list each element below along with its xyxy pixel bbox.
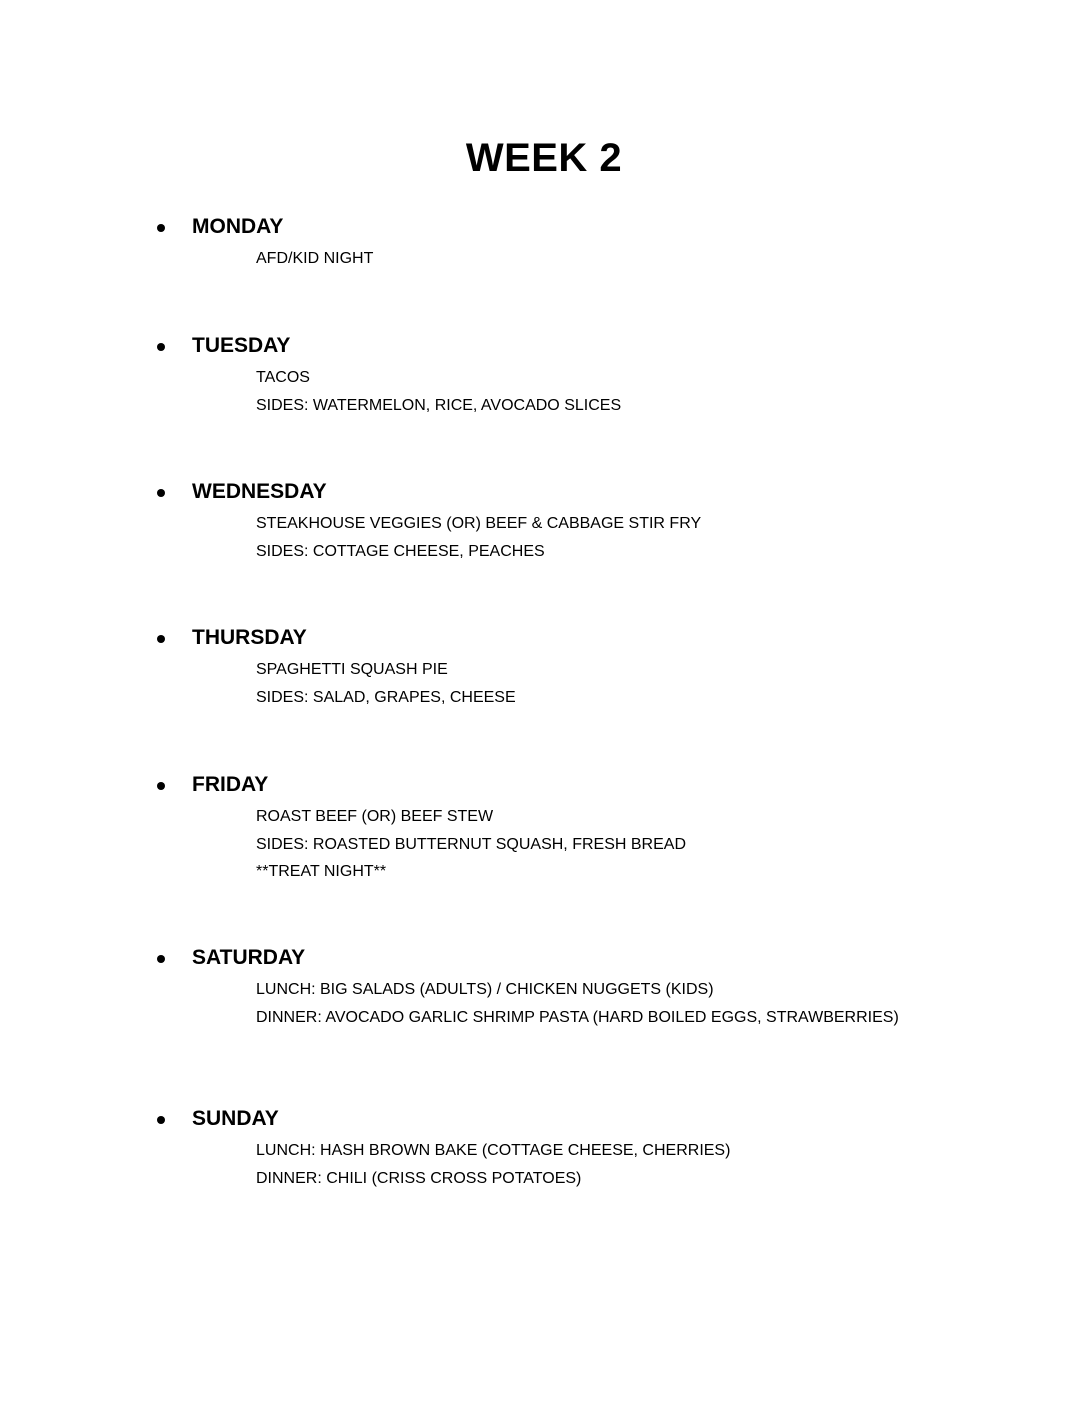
lunch-line: LUNCH: HASH BROWN BAKE (COTTAGE CHEESE, CHERRIES) bbox=[256, 1142, 731, 1159]
bullet-icon bbox=[157, 635, 165, 643]
sides-line: SIDES: WATERMELON, RICE, AVOCADO SLICES bbox=[256, 396, 622, 414]
meal-line: TACOS bbox=[256, 369, 310, 386]
meal-line: STEAKHOUSE VEGGIES (OR) BEEF & CABBAGE STIR FRY bbox=[256, 515, 702, 532]
day-heading: WEDNESDAY bbox=[192, 480, 327, 503]
bullet-icon bbox=[157, 224, 165, 232]
sides-line: SIDES: SALAD, GRAPES, CHEESE bbox=[256, 688, 516, 706]
meal-list bbox=[256, 364, 621, 419]
sides-line: SIDES: ROASTED BUTTERNUT SQUASH, FRESH BREAD bbox=[256, 835, 686, 853]
meal-list bbox=[256, 656, 516, 711]
day-heading: FRIDAY bbox=[192, 773, 269, 796]
meal-list bbox=[256, 245, 373, 273]
lunch-line: LUNCH: BIG SALADS (ADULTS) / CHICKEN NUGGETS (KIDS) bbox=[256, 981, 714, 998]
meal-list bbox=[256, 976, 899, 1031]
meal-line: SPAGHETTI SQUASH PIE bbox=[256, 661, 448, 678]
meal-list bbox=[256, 803, 686, 886]
bullet-icon bbox=[157, 489, 165, 497]
day-heading: TUESDAY bbox=[192, 334, 291, 357]
day-heading: MONDAY bbox=[192, 215, 284, 238]
bullet-icon bbox=[157, 343, 165, 351]
note-line: **TREAT NIGHT** bbox=[256, 863, 387, 880]
meal-list bbox=[256, 510, 701, 565]
day-heading: SUNDAY bbox=[192, 1107, 279, 1130]
page-title: WEEK 2 bbox=[465, 136, 623, 180]
dinner-line: DINNER: CHILI (CRISS CROSS POTATOES) bbox=[256, 1169, 582, 1187]
day-heading: THURSDAY bbox=[192, 626, 307, 649]
bullet-icon bbox=[157, 782, 165, 790]
bullet-icon bbox=[157, 1116, 165, 1124]
meal-line: ROAST BEEF (OR) BEEF STEW bbox=[256, 808, 494, 825]
bullet-icon bbox=[157, 955, 165, 963]
dinner-line: DINNER: AVOCADO GARLIC SHRIMP PASTA (HARD BOILED EGGS, STRAWBERRIES) bbox=[256, 1008, 899, 1026]
meal-line: AFD/KID NIGHT bbox=[256, 250, 374, 267]
day-heading: SATURDAY bbox=[192, 946, 306, 969]
sides-line: SIDES: COTTAGE CHEESE, PEACHES bbox=[256, 542, 545, 560]
meal-list bbox=[256, 1137, 730, 1192]
